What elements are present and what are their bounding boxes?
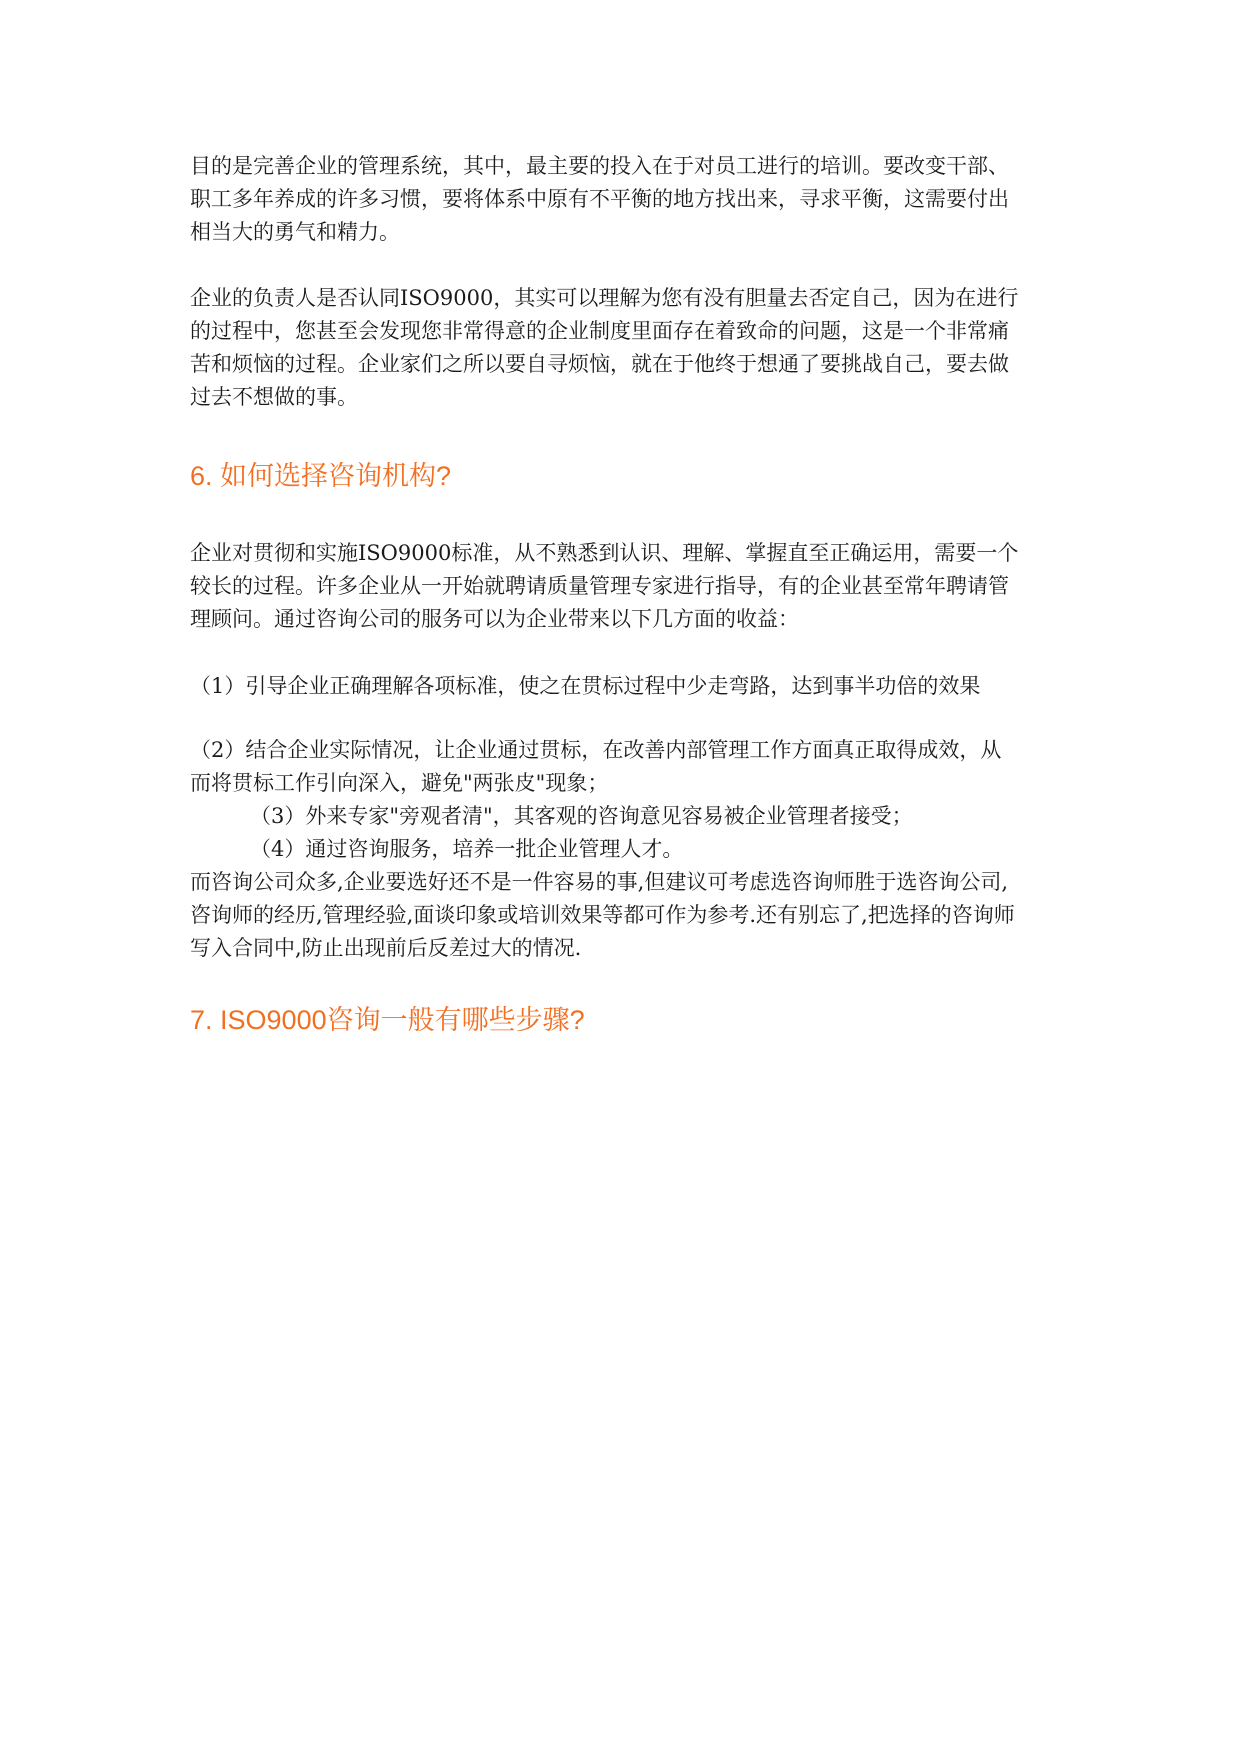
text-line: 咨询师的经历,管理经验,面谈印象或培训效果等都可作为参考.还有别忘了,把选择的咨询师 — [190, 903, 1015, 927]
text-line: 理顾问。通过咨询公司的服务可以为企业带来以下几方面的收益： — [190, 607, 799, 631]
list-item-4 — [190, 833, 1060, 866]
section-heading-6: 6. 如何选择咨询机构? — [190, 461, 452, 491]
paragraph-consulting-intro — [190, 537, 1060, 636]
text-line: 相当大的勇气和精力。 — [190, 220, 400, 244]
text-line: （2）结合企业实际情况，让企业通过贯标，在改善内部管理工作方面真正取得成效，从 — [190, 738, 1002, 762]
list-item-2 — [190, 734, 1060, 800]
text-line: 而将贯标工作引向深入，避免"两张皮"现象； — [190, 771, 609, 795]
text-line: 较长的过程。许多企业从一开始就聘请质量管理专家进行指导，有的企业甚至常年聘请管 — [190, 574, 1009, 598]
text-line: 而咨询公司众多,企业要选好还不是一件容易的事,但建议可考虑选咨询师胜于选咨询公司, — [190, 870, 1009, 894]
text-line: 苦和烦恼的过程。企业家们之所以要自寻烦恼，就在于他终于想通了要挑战自己，要去做 — [190, 352, 1009, 376]
paragraph-selection-advice — [190, 866, 1060, 965]
list-item-3 — [190, 800, 1060, 833]
text-line: （3）外来专家"旁观者清"，其客观的咨询意见容易被企业管理者接受； — [250, 804, 913, 828]
paragraph-leader-recognition — [190, 282, 1060, 414]
section-heading-7: 7. ISO9000咨询一般有哪些步骤? — [190, 1005, 585, 1035]
text-line: 企业的负责人是否认同ISO9000，其实可以理解为您有没有胆量去否定自己，因为在进行 — [190, 286, 1019, 310]
text-line: 的过程中，您甚至会发现您非常得意的企业制度里面存在着致命的问题，这是一个非常痛 — [190, 319, 1009, 343]
text-line: 目的是完善企业的管理系统，其中，最主要的投入在于对员工进行的培训。要改变干部、 — [190, 154, 1009, 178]
list-item-1 — [190, 670, 1060, 703]
text-line: （1）引导企业正确理解各项标准，使之在贯标过程中少走弯路，达到事半功倍的效果 — [190, 674, 981, 698]
text-line: 过去不想做的事。 — [190, 385, 358, 409]
text-line: 企业对贯彻和实施ISO9000标准，从不熟悉到认识、理解、掌握直至正确运用，需要一个 — [190, 541, 1019, 565]
text-line: 写入合同中,防止出现前后反差过大的情况. — [190, 936, 582, 960]
text-line: 职工多年养成的许多习惯，要将体系中原有不平衡的地方找出来，寻求平衡，这需要付出 — [190, 187, 1009, 211]
text-line: （4）通过咨询服务，培养一批企业管理人才。 — [250, 837, 684, 861]
paragraph-training — [190, 150, 1060, 249]
